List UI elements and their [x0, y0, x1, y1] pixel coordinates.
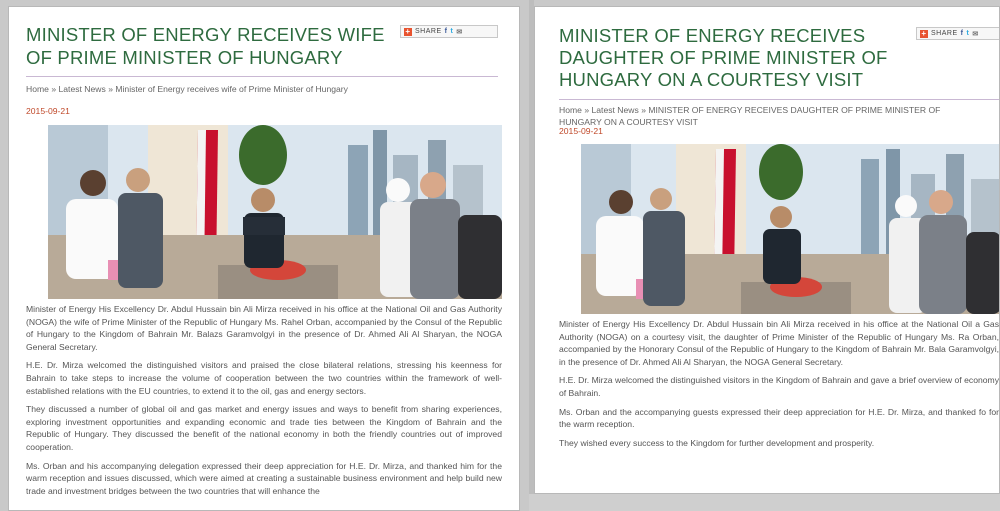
breadcrumb-news-link[interactable]: Latest News — [591, 105, 639, 115]
article-paragraph: Minister of Energy His Excellency Dr. Abdul Hussain bin Ali Mirza received in his office at the National Oil a Gas Authority (NOGA) on a courtesy visit, the daughter of Prime Minister of the Republic of Hungary Ms. Ra Orban, accompanied by the Honorary Consul of the Republic of Hungary to the Kingdom of Bahrain Mr. Bala Garamvolgyi, in the presence of Dr. Ahmed Ali Al Sharyan, the NOGA General Secretary. — [559, 319, 999, 367]
article-title: MINISTER OF ENERGY RECEIVES WIFE OF PRIME MINISTER OF HUNGARY — [26, 24, 385, 68]
breadcrumb-separator: » — [584, 105, 592, 115]
article-paragraph: H.E. Dr. Mirza welcomed the distinguished visitors in the Kingdom of Bahrain and gave a brief overview of economy of Bahrain. — [559, 375, 999, 398]
article-photo — [48, 125, 502, 299]
breadcrumb-current: Minister of Energy receives wife of Prime Minister of Hungary — [115, 84, 348, 94]
article-paragraph: They wished every success to the Kingdom for further development and prosperity. — [559, 437, 875, 448]
breadcrumb-home-link[interactable]: Home — [559, 105, 582, 115]
share-label: SHARE — [415, 28, 442, 35]
breadcrumb — [559, 104, 979, 128]
article-paragraph: Ms. Orban and his accompanying delegation expressed their deep appreciation for H.E. Dr. Mirza, and thanked him for the warm reception and issues discussed, which were aimed at creating a sustainable business environment and help build new trade and investment bridges between the two countries that will enhance the — [26, 460, 502, 496]
addthis-plus-icon: + — [405, 26, 411, 36]
article-paragraph: H.E. Dr. Mirza welcomed the distinguished visitors and praised the close bilateral relations, stressing his keenness for Bahrain to take steps to increase the volume of cooperation between the two countries within the framework of well-established relations with the EU countries, to extend it to the oil, gas and energy sectors. — [26, 360, 502, 396]
breadcrumb-home-link[interactable]: Home — [26, 84, 49, 94]
breadcrumb-news-link[interactable]: Latest News — [58, 84, 106, 94]
facebook-icon[interactable]: f — [960, 30, 964, 37]
article-body — [26, 303, 502, 503]
share-button[interactable] — [916, 27, 1000, 40]
breadcrumb-separator: » — [641, 105, 649, 115]
breadcrumb-separator: » — [108, 84, 116, 94]
share-label: SHARE — [931, 30, 958, 37]
article-photo — [581, 144, 1000, 314]
breadcrumb-current: MINISTER OF ENERGY RECEIVES DAUGHTER OF PRIME MINISTER OF HUNGARY ON A COURTESY VISIT — [559, 105, 941, 127]
article-body — [559, 318, 999, 455]
title-separator — [26, 76, 498, 77]
share-button[interactable] — [400, 25, 498, 38]
addthis-plus-icon: + — [921, 28, 927, 38]
twitter-icon[interactable]: t — [966, 30, 970, 37]
window-bottom-strip — [529, 494, 1000, 511]
article-date: 2015-09-21 — [559, 126, 603, 136]
article-title: MINISTER OF ENERGY RECEIVES DAUGHTER OF PRIME MINISTER OF HUNGARY ON A COURTESY VISIT — [559, 25, 888, 90]
email-icon[interactable]: ✉ — [456, 28, 463, 36]
article-paragraph: Ms. Orban and the accompanying guests expressed their deep appreciation for H.E. Dr. Mirza, and thanked fo for the warm reception. — [559, 406, 999, 430]
breadcrumb-separator: » — [51, 84, 59, 94]
article-date: 2015-09-21 — [26, 106, 70, 116]
breadcrumb — [26, 83, 506, 95]
title-separator — [559, 99, 1000, 100]
twitter-icon[interactable]: t — [450, 28, 454, 35]
article-panel-right — [534, 6, 1000, 494]
article-paragraph: They discussed a number of global oil and gas market and energy issues and ways to benefit from sharing experiences, exploring investment opportunities and expanding economic and trade ties between the Kingdom of Bahrain and the Republic of Hungary. They discussed the benefit of the national economy in both the friendly countries out of improved cooperation. — [26, 404, 502, 452]
article-paragraph: Minister of Energy His Excellency Dr. Abdul Hussain bin Ali Mirza received in his office at the National Oil and Gas Authority (NOGA) the wife of Prime Minister of the Republic of Hungary Ms. Rahel Orban, accompanied by the Consul of the Republic of Hungary to the Kingdom of Bahrain Mr. Balazs Garamvolgyi in the presence of Dr. Ahmed Ali Al Sharyan, the NOGA General Secretary. — [26, 304, 502, 352]
email-icon[interactable]: ✉ — [972, 30, 979, 38]
facebook-icon[interactable]: f — [444, 28, 448, 35]
article-panel-left — [8, 6, 520, 511]
